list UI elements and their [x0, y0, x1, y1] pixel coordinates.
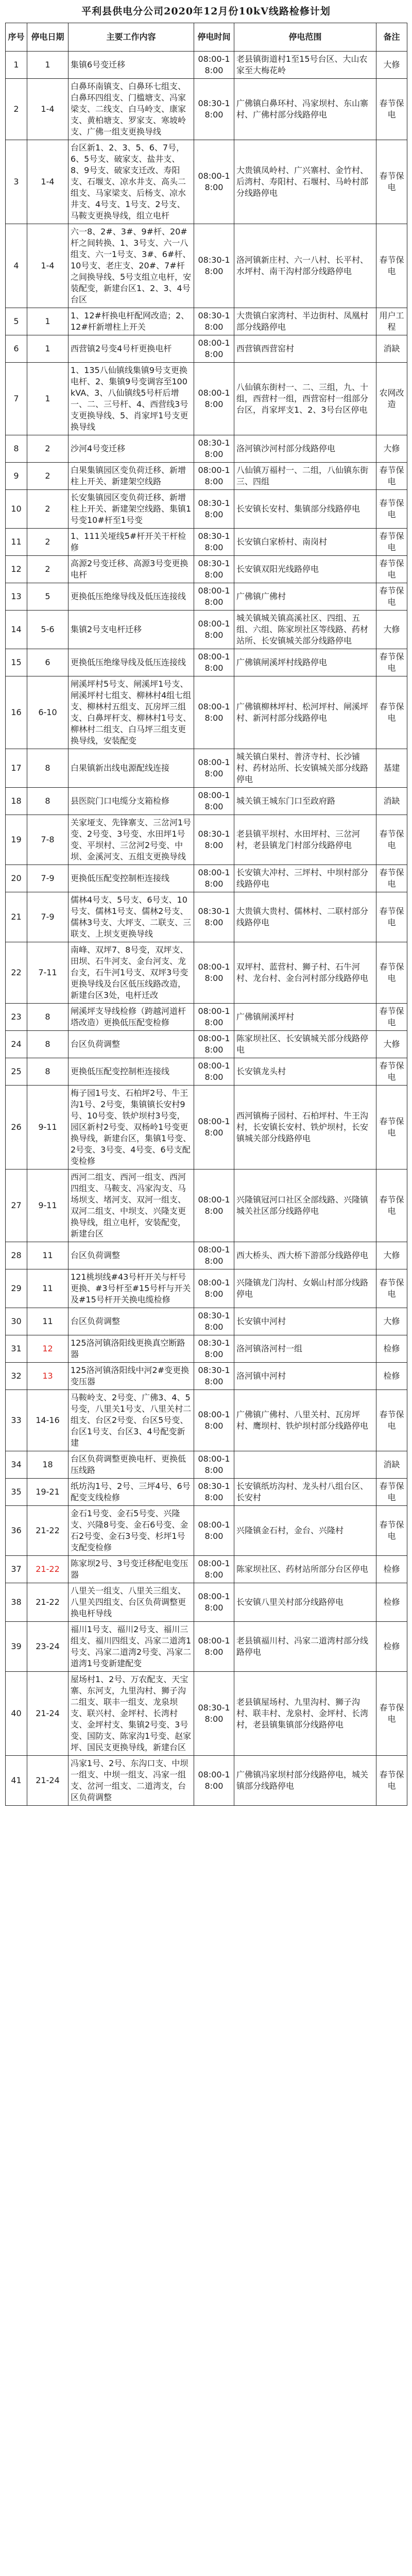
cell-note: 春节保电: [376, 1756, 407, 1806]
cell-content: 屋场村1、2号、万农配支、天宝寨、东河支，九里沟村、狮子沟二组支、联丰一组支、龙泉坝支、联兴村、金坪村、长湾村支、金坪村支、集镇2号变、3号变、国防支、陈家沟1号变、赵家坪、国民支更换导线，新建台区: [68, 1672, 194, 1756]
cell-note: 大修: [376, 611, 407, 649]
cell-range: 广佛镇广佛村: [234, 583, 376, 611]
cell-date: 2: [27, 435, 68, 463]
cell-time: 08:00-18:00: [194, 140, 234, 224]
cell-note: 大修: [376, 435, 407, 463]
cell-content: 长安集镇园区变负荷迁移、新增柱上开关、新建架空线路、集镇1号变10#杆至1号变: [68, 490, 194, 529]
cell-date: 1: [27, 335, 68, 363]
cell-time: 08:00-18:00: [194, 1506, 234, 1556]
cell-range: 城关镇白果村、普济寺村、长沙铺村、药材站所、长安镇城关部分线路停电: [234, 749, 376, 788]
table-row: [6, 1506, 407, 1556]
cell-note: 春节保电: [376, 676, 407, 749]
cell-content: 闸溪坪村5号支、闸溪坪1号支、闸溪坪村七组支、柳林村4组七组支、柳林村五组支、瓦房坪三组支、白鼻坪杆支、柳林村1号支、柳林村二组支、白马坪三组支更换导线，安装配变: [68, 676, 194, 749]
cell-content: 县医院门口电缆分支箱检修: [68, 788, 194, 815]
cell-range: 广佛镇闸溪坪村: [234, 1004, 376, 1031]
cell-content: 儒林4号支、5号支、6号支、10号支、儒林1号支、儒林2号支、儒林3号支、大坪支、二联支、三联支、上坝支更换导线: [68, 892, 194, 942]
cell-no: 23: [6, 1004, 27, 1031]
table-body: [6, 52, 407, 1806]
cell-range: 西营镇西营窑村: [234, 335, 376, 363]
cell-range: 老县镇平坝村、水田坪村、三岔河村，老县镇龙门村部分线路停电: [234, 815, 376, 865]
cell-content: 闸溪坪支导线检修（跨越河道杆塔改造）更换低压配变检修: [68, 1004, 194, 1031]
cell-time: 08:30-18:00: [194, 556, 234, 583]
table-row: [6, 1031, 407, 1058]
cell-date: 8: [27, 1004, 68, 1031]
cell-time: 08:00-18:00: [194, 1058, 234, 1086]
cell-content: 更换低压配变控制柜连接线: [68, 1058, 194, 1086]
cell-no: 7: [6, 363, 27, 435]
cell-range: 陈家坝社区、药材站所部分台区停电: [234, 1556, 376, 1583]
cell-no: 14: [6, 611, 27, 649]
cell-time: 08:00-18:00: [194, 1451, 234, 1479]
cell-content: 更换低压配变控制柜连接线: [68, 865, 194, 892]
cell-note: 消缺: [376, 335, 407, 363]
cell-range: 大贵镇凤岭村、广兴寨村、金竹村、后湾村、寿阳村、石堰村、马岭村部分线路停电: [234, 140, 376, 224]
cell-date: 8: [27, 1058, 68, 1086]
cell-time: 08:00-18:00: [194, 1004, 234, 1031]
cell-range: 洛河镇沙河村部分线路停电: [234, 435, 376, 463]
table-row: [6, 1583, 407, 1622]
cell-date: 1-4: [27, 224, 68, 308]
cell-date: 11: [27, 1242, 68, 1269]
table-row: [6, 79, 407, 140]
cell-date: 7-8: [27, 815, 68, 865]
cell-note: 春节保电: [376, 649, 407, 676]
cell-time: 08:00-18:00: [194, 1390, 234, 1451]
cell-content: 纸坊沟1号、2号、三坪4号、6号配变支线检修: [68, 1479, 194, 1506]
table-row: [6, 435, 407, 463]
cell-range: 兴隆镇龙门沟村、女娲山村部分线路停电: [234, 1269, 376, 1308]
cell-note: 春节保电: [376, 1506, 407, 1556]
cell-content: 台区负荷调整: [68, 1242, 194, 1269]
table-row: [6, 224, 407, 308]
cell-no: 25: [6, 1058, 27, 1086]
header-note: 备注: [376, 23, 407, 52]
cell-note: 春节保电: [376, 815, 407, 865]
table-row: [6, 583, 407, 611]
cell-no: 33: [6, 1390, 27, 1451]
table-row: [6, 490, 407, 529]
cell-date: 21-22: [27, 1556, 68, 1583]
cell-note: 春节保电: [376, 865, 407, 892]
cell-time: 08:00-18:00: [194, 865, 234, 892]
cell-no: 11: [6, 529, 27, 556]
cell-content: 121桃坝线#43号杆开关与杆号更换、#3号杆至#15号杆与开关及#15号杆开关换电缆检修: [68, 1269, 194, 1308]
cell-no: 15: [6, 649, 27, 676]
cell-time: 08:30-18:00: [194, 308, 234, 335]
cell-date: 1: [27, 52, 68, 79]
cell-time: 08:30-18:00: [194, 892, 234, 942]
cell-content: 1、12#杆换电杆配网改造；2、12#杆新增柱上开关: [68, 308, 194, 335]
cell-date: 5-6: [27, 611, 68, 649]
cell-no: 41: [6, 1756, 27, 1806]
cell-time: 08:00-18:00: [194, 942, 234, 1004]
cell-content: 梅子园1号支、石柏坪2号、牛王沟1号、2号变，集镇镇长安村9号、10号变、铁炉坝村3号变，园区新村2号变、双杨岭1号变更换导线，新建台区，集镇1号变、2号变、3号变、4号变、6号支配变检修: [68, 1086, 194, 1170]
cell-note: 春节保电: [376, 140, 407, 224]
cell-no: 5: [6, 308, 27, 335]
cell-date: 1: [27, 308, 68, 335]
table-row: [6, 1363, 407, 1390]
cell-content: 1、111关垭线5#杆开关干杆检修: [68, 529, 194, 556]
cell-content: 金石1号变、金石5号变、兴隆支、兴隆8号变、金石6号变、金石2号变、金石3号变、杉坪1号支配变检修: [68, 1506, 194, 1556]
cell-date: 9-11: [27, 1086, 68, 1170]
cell-date: 21-24: [27, 1672, 68, 1756]
table-row: [6, 529, 407, 556]
table-row: [6, 1672, 407, 1756]
cell-no: 26: [6, 1086, 27, 1170]
cell-date: 21-22: [27, 1583, 68, 1622]
cell-range: 双坪村、蓝营村、狮子村、石牛河村、龙台村、金台河村部分线路停电: [234, 942, 376, 1004]
cell-no: 36: [6, 1506, 27, 1556]
cell-content: 集镇2号支电杆迁移: [68, 611, 194, 649]
cell-date: 2: [27, 556, 68, 583]
cell-time: 08:30-18:00: [194, 1479, 234, 1506]
cell-range: 兴隆镇冠河口社区全部线路、兴隆镇城关社区部分线路停电: [234, 1170, 376, 1242]
cell-time: 08:00-18:00: [194, 611, 234, 649]
cell-date: 14-16: [27, 1390, 68, 1451]
cell-time: 08:00-18:00: [194, 583, 234, 611]
cell-note: 大修: [376, 52, 407, 79]
cell-note: 春节保电: [376, 463, 407, 490]
cell-no: 24: [6, 1031, 27, 1058]
cell-range: 长安镇白家桥村、南岗村: [234, 529, 376, 556]
cell-no: 22: [6, 942, 27, 1004]
maintenance-plan-table: [5, 23, 407, 1806]
table-row: [6, 942, 407, 1004]
table-row: [6, 676, 407, 749]
cell-date: 2: [27, 490, 68, 529]
cell-range: 老县镇街道村1至15号台区、大山农家至大梅花岭: [234, 52, 376, 79]
cell-content: 八里关一组支、八里关三组支、八里关四组支、台区负荷调整更换电杆导线: [68, 1583, 194, 1622]
cell-note: 大修: [376, 1308, 407, 1335]
header-no: 序号: [6, 23, 27, 52]
cell-date: 1-4: [27, 79, 68, 140]
cell-range: 洛河镇洛河村一组: [234, 1335, 376, 1363]
cell-date: 7-9: [27, 892, 68, 942]
cell-note: 春节保电: [376, 1058, 407, 1086]
cell-time: 08:00-18:00: [194, 649, 234, 676]
cell-range: 广佛镇闸溪坪村线路停电: [234, 649, 376, 676]
cell-note: 春节保电: [376, 1170, 407, 1242]
cell-no: 16: [6, 676, 27, 749]
table-row: [6, 1004, 407, 1031]
cell-range: 长安镇中河村: [234, 1308, 376, 1335]
cell-time: 08:30-18:00: [194, 490, 234, 529]
cell-time: 08:30-18:00: [194, 1335, 234, 1363]
cell-time: 08:30-18:00: [194, 224, 234, 308]
cell-date: 7-11: [27, 942, 68, 1004]
cell-date: 18: [27, 1451, 68, 1479]
cell-note: 春节保电: [376, 1004, 407, 1031]
cell-time: 08:30-18:00: [194, 1308, 234, 1335]
cell-note: 春节保电: [376, 556, 407, 583]
header-content: 主要工作内容: [68, 23, 194, 52]
cell-time: 08:00-18:00: [194, 52, 234, 79]
cell-note: 春节保电: [376, 79, 407, 140]
cell-note: 检修: [376, 1583, 407, 1622]
cell-note: 大修: [376, 1031, 407, 1058]
cell-no: 34: [6, 1451, 27, 1479]
table-row: [6, 1335, 407, 1363]
cell-no: 2: [6, 79, 27, 140]
cell-date: 1-4: [27, 140, 68, 224]
table-row: [6, 556, 407, 583]
cell-note: 春节保电: [376, 1390, 407, 1451]
cell-date: 8: [27, 749, 68, 788]
cell-date: 8: [27, 788, 68, 815]
cell-no: 27: [6, 1170, 27, 1242]
cell-note: 春节保电: [376, 1672, 407, 1756]
cell-note: 春节保电: [376, 942, 407, 1004]
cell-content: 1、135八仙镇线集镇9号支更换电杆、2、集镇9号变调容至100kVA、3、八仙镇线5号杆后增一、二、三号杆、4、西营线3号支更换导线、5、肖家坪1号支更换导线: [68, 363, 194, 435]
cell-content: 陈家坝2号、3号变迁移配电变压器: [68, 1556, 194, 1583]
table-row: [6, 611, 407, 649]
cell-content: 125洛河镇洛阳线中河2#变更换变压器: [68, 1363, 194, 1390]
cell-date: 2: [27, 529, 68, 556]
cell-time: 08:00-18:00: [194, 1583, 234, 1622]
header-range: 停电范围: [234, 23, 376, 52]
cell-content: 南峰、双坪7、8号变，双坪支、田坝、石牛河支、金台河支、龙台支，石牛河1号支、双坪3号变更换导线及台区低压线路改造，新建台区3处，电杆迁改: [68, 942, 194, 1004]
cell-time: 08:00-18:00: [194, 1269, 234, 1308]
cell-range: 老县镇福川村、冯家二道湾村部分线路停电: [234, 1622, 376, 1672]
cell-content: 更换低压绝缘导线及低压连接线: [68, 649, 194, 676]
cell-no: 4: [6, 224, 27, 308]
cell-content: 台区新1、2、3、5、6、7号，6、5号支、破家支、盐井支、8、9号支、破家支迁改、寿阳支、石堰支、凉水井支、高头二组支、马家梁支、后杨支、凉水井支、4号支、1号支、2号支、马鞍支更换导线，组立电杆: [68, 140, 194, 224]
table-row: [6, 1622, 407, 1672]
cell-date: 12: [27, 1335, 68, 1363]
cell-time: 08:00-18:00: [194, 463, 234, 490]
cell-date: 23-24: [27, 1622, 68, 1672]
cell-date: 6-10: [27, 676, 68, 749]
table-row: [6, 335, 407, 363]
cell-range: 城关镇王城东门口至政府路: [234, 788, 376, 815]
cell-no: 39: [6, 1622, 27, 1672]
cell-no: 32: [6, 1363, 27, 1390]
cell-time: 08:00-18:00: [194, 363, 234, 435]
cell-note: 春节保电: [376, 1479, 407, 1506]
cell-no: 3: [6, 140, 27, 224]
table-row: [6, 865, 407, 892]
cell-no: 13: [6, 583, 27, 611]
cell-time: 08:00-18:00: [194, 1242, 234, 1269]
cell-content: 台区负荷调整: [68, 1031, 194, 1058]
cell-content: 西河二组支、西河一组支、西河四组支、马鞍支、冯家沟支、马场坝支、堵河支、双河一组支、双河二组支、中坝支、兴隆支更换导线，组立电杆，安装配变，新建台区: [68, 1170, 194, 1242]
table-row: [6, 749, 407, 788]
cell-content: 台区负荷调整更换电杆、更换低压线路: [68, 1451, 194, 1479]
cell-range: 八仙镇万福村一、二组，八仙镇东街三、四组: [234, 463, 376, 490]
cell-no: 30: [6, 1308, 27, 1335]
cell-note: 检修: [376, 1556, 407, 1583]
cell-date: 21-22: [27, 1506, 68, 1556]
cell-no: 35: [6, 1479, 27, 1506]
cell-no: 9: [6, 463, 27, 490]
cell-no: 31: [6, 1335, 27, 1363]
cell-range: 长安镇龙头村: [234, 1058, 376, 1086]
cell-date: 11: [27, 1308, 68, 1335]
header-date: 停电日期: [27, 23, 68, 52]
cell-no: 19: [6, 815, 27, 865]
cell-content: 集镇6号变迁移: [68, 52, 194, 79]
cell-no: 28: [6, 1242, 27, 1269]
cell-range: 长安镇大冲村、三坪村、中坝村部分线路停电: [234, 865, 376, 892]
cell-no: 29: [6, 1269, 27, 1308]
cell-time: 08:30-18:00: [194, 1672, 234, 1756]
cell-time: 08:00-18:00: [194, 1622, 234, 1672]
cell-date: 7-9: [27, 865, 68, 892]
cell-time: 08:00-18:00: [194, 1031, 234, 1058]
cell-content: 冯家1号、2号、东沟口支、中坝一组支、中坝一组支、冯家一组支、岔河一组支、二道湾支，台区负荷调整: [68, 1756, 194, 1806]
cell-range: 大贵镇白家湾村、半边街村、凤凰村部分线路停电: [234, 308, 376, 335]
cell-range: 长安镇纸坊沟村、龙头村八组台区、长安村: [234, 1479, 376, 1506]
table-row: [6, 1242, 407, 1269]
cell-time: 08:00-18:00: [194, 1086, 234, 1170]
cell-content: 白果镇新出线电源配线连接: [68, 749, 194, 788]
cell-time: 08:30-18:00: [194, 79, 234, 140]
cell-note: 春节保电: [376, 892, 407, 942]
cell-content: 125洛河镇洛阳线更换真空断路器: [68, 1335, 194, 1363]
cell-content: 福川1号支、福川2号支、福川三组支、福川四组支、冯家二道湾1号支、冯家二道湾2号变、冯家二道湾1号变新建配变: [68, 1622, 194, 1672]
table-row: [6, 140, 407, 224]
table-row: [6, 1058, 407, 1086]
cell-content: 白鼻环南镇支、白鼻环七组支、白鼻环四组支、门槛塘支、冯家梁支、二线支、白马岭支、康家支、黄柏塘支、罗家支、寒坡岭支、广佛一组支更换导线: [68, 79, 194, 140]
cell-date: 6: [27, 649, 68, 676]
table-row: [6, 363, 407, 435]
cell-date: 2: [27, 463, 68, 490]
cell-date: 1: [27, 363, 68, 435]
cell-note: 春节保电: [376, 490, 407, 529]
cell-date: 13: [27, 1363, 68, 1390]
cell-note: 春节保电: [376, 1269, 407, 1308]
table-row: [6, 1269, 407, 1308]
table-row: [6, 52, 407, 79]
cell-range: 长安镇八里关村部分线路停电: [234, 1583, 376, 1622]
cell-range: 广佛镇广佛村、八里关村、瓦房坪村、鹰坝村、铁炉坝村部分线路停电: [234, 1390, 376, 1451]
cell-time: 08:00-18:00: [194, 1756, 234, 1806]
table-row: [6, 463, 407, 490]
cell-no: 21: [6, 892, 27, 942]
table-row: [6, 1390, 407, 1451]
cell-time: 08:00-18:00: [194, 1170, 234, 1242]
table-header-row: [6, 23, 407, 52]
cell-no: 12: [6, 556, 27, 583]
cell-no: 8: [6, 435, 27, 463]
table-row: [6, 1308, 407, 1335]
cell-no: 37: [6, 1556, 27, 1583]
cell-range: 广佛镇白鼻环村、冯家坝村、东山寨村、广佛村部分线路停电: [234, 79, 376, 140]
cell-content: 更换低压绝缘导线及低压连接线: [68, 583, 194, 611]
table-row: [6, 1756, 407, 1806]
cell-note: 大修: [376, 1242, 407, 1269]
table-row: [6, 1170, 407, 1242]
cell-range: 西河镇梅子园村、石柏坪村、牛王沟村，长安镇长安村、铁炉坝村，长安镇城关部分线路停电: [234, 1086, 376, 1170]
cell-time: 08:00-18:00: [194, 335, 234, 363]
cell-range: 八仙镇东街村一、二、三组，九、十组，西营村一组，西营窑村一组部分台区，肖家坪支1、2、3号台区停电: [234, 363, 376, 435]
table-row: [6, 815, 407, 865]
cell-time: 08:00-18:00: [194, 676, 234, 749]
cell-time: 08:00-18:00: [194, 1556, 234, 1583]
cell-range: 洛河镇新庄村、六一八村、长平村、水坪村、南干沟村部分线路停电: [234, 224, 376, 308]
cell-content: 关家垭支、先锋寨支、三岔河1号变、2号变、3号变、水田坪1号变、平坝村、三岔河2号变、中坝、金溪河支、五组支更换导线: [68, 815, 194, 865]
cell-range: 城关镇城关镇高溪社区、四组、五组、六组、陈家坝社区等线路、药材站所、长安镇城关部分线路停电: [234, 611, 376, 649]
cell-date: 9-11: [27, 1170, 68, 1242]
cell-range: 长安镇双阳光线路停电: [234, 556, 376, 583]
table-row: [6, 1556, 407, 1583]
cell-no: 18: [6, 788, 27, 815]
cell-no: 38: [6, 1583, 27, 1622]
cell-range: 大贵镇大贵村、儒林村、二联村部分线路停电: [234, 892, 376, 942]
cell-note: 消缺: [376, 788, 407, 815]
cell-note: 消缺: [376, 1451, 407, 1479]
cell-no: 6: [6, 335, 27, 363]
cell-content: 白果集镇园区变负荷迁移、新增柱上开关、新建架空线路: [68, 463, 194, 490]
table-row: [6, 1086, 407, 1170]
cell-note: 检修: [376, 1335, 407, 1363]
table-row: [6, 1451, 407, 1479]
cell-no: 10: [6, 490, 27, 529]
cell-time: 08:30-18:00: [194, 1363, 234, 1390]
cell-time: 08:30-18:00: [194, 529, 234, 556]
table-row: [6, 788, 407, 815]
cell-time: 08:30-18:00: [194, 435, 234, 463]
cell-note: 春节保电: [376, 224, 407, 308]
cell-date: 19-21: [27, 1479, 68, 1506]
table-row: [6, 1479, 407, 1506]
table-row: [6, 649, 407, 676]
cell-content: 六一8、2#、3#、9#杆、20#杆之间转换、1、3号支、六一八组支、六一1号支、3#、6#杆、10号支、老庄支、20#、7#杆之间换导线、5号支组立电杆，安装配变，新建台区1、2、3、4号台区: [68, 224, 194, 308]
cell-range: 长安镇长安村、集镇部分线路停电: [234, 490, 376, 529]
cell-date: 11: [27, 1269, 68, 1308]
cell-range: 兴隆镇金石村，金台、兴隆村: [234, 1506, 376, 1556]
cell-content: 西营镇2号变4号杆更换电杆: [68, 335, 194, 363]
cell-note: 用户工程: [376, 308, 407, 335]
header-time: 停电时间: [194, 23, 234, 52]
cell-range: 陈家坝社区、长安镇城关部分线路停电: [234, 1031, 376, 1058]
cell-note: 春节保电: [376, 583, 407, 611]
cell-content: 马鞍岭支、2号变、广佛3、4、5号变，八里关1号支、八里关村二组支、台区2号变、台区5号变、台区1号支、台区3、4号配变新建: [68, 1390, 194, 1451]
cell-note: 农网改造: [376, 363, 407, 435]
cell-note: 检修: [376, 1363, 407, 1390]
table-row: [6, 308, 407, 335]
table-row: [6, 892, 407, 942]
cell-time: 08:00-18:00: [194, 749, 234, 788]
cell-content: 高源2号变迁移、高源3号变更换电杆: [68, 556, 194, 583]
cell-range: 广佛镇柳林坪村、松河坪村、闸溪坪村、新河村部分线路停电: [234, 676, 376, 749]
cell-range: 洛河镇中河村: [234, 1363, 376, 1390]
cell-range: 老县镇屋场村、九里沟村、狮子沟村、联丰村、龙泉村、金坪村、长湾村，老县镇集镇部分线路停电: [234, 1672, 376, 1756]
cell-range: 西大桥头、西大桥下游部分线路停电: [234, 1242, 376, 1269]
cell-no: 40: [6, 1672, 27, 1756]
cell-date: 8: [27, 1031, 68, 1058]
page-title: 平利县供电分公司2020年12月份10kV线路检修计划: [81, 6, 331, 17]
cell-time: 08:00-18:00: [194, 788, 234, 815]
cell-note: 春节保电: [376, 529, 407, 556]
cell-note: 春节保电: [376, 1086, 407, 1170]
cell-no: 17: [6, 749, 27, 788]
cell-range: 广佛镇冯家坝村部分线路停电，城关镇部分线路停电: [234, 1756, 376, 1806]
cell-content: 台区负荷调整: [68, 1308, 194, 1335]
cell-range: [234, 1451, 376, 1479]
cell-note: 检修: [376, 1622, 407, 1672]
cell-no: 1: [6, 52, 27, 79]
cell-date: 5: [27, 583, 68, 611]
cell-date: 21-24: [27, 1756, 68, 1806]
cell-content: 沙河4号变迁移: [68, 435, 194, 463]
cell-time: 08:30-18:00: [194, 815, 234, 865]
cell-no: 20: [6, 865, 27, 892]
cell-note: 基建: [376, 749, 407, 788]
